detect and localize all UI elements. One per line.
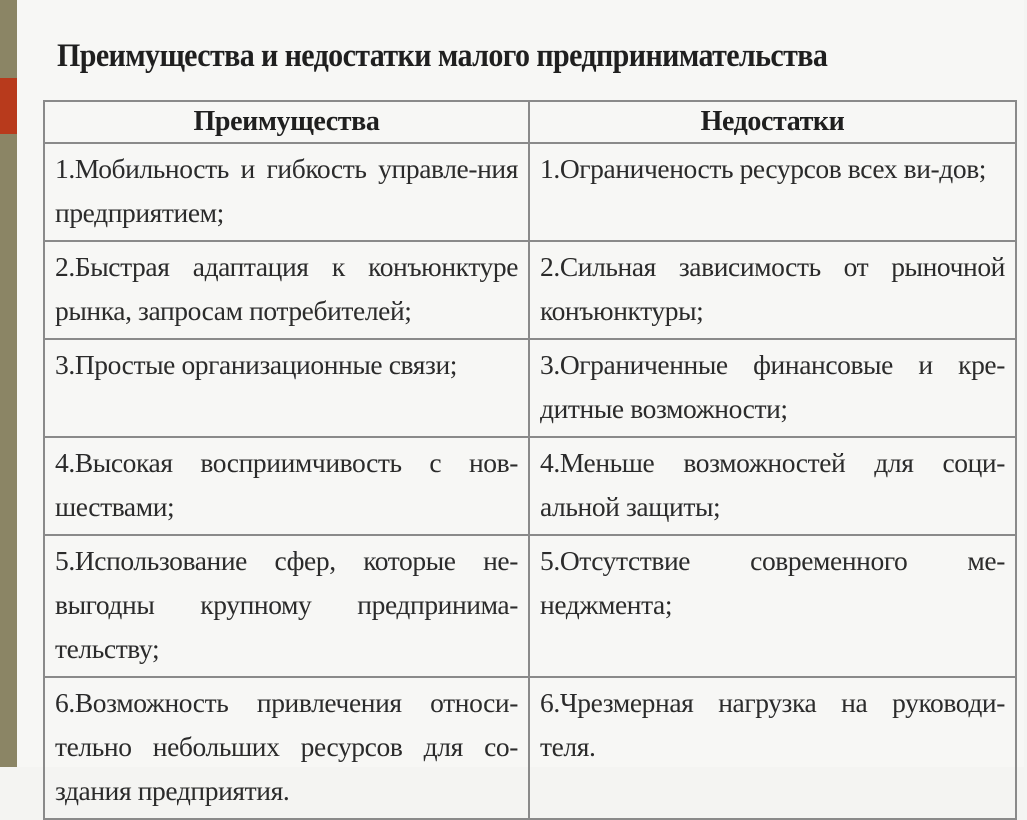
header-disadvantages: Недостатки: [529, 101, 1016, 143]
table-row: [44, 535, 1016, 677]
disadvantage-cell: 2.Сильная зависимость от рыночной конъюнктуры;: [529, 241, 1016, 339]
disadvantage-cell: 4.Меньше возможностей для соци-альной защиты;: [529, 437, 1016, 535]
header-advantages: Преимущества: [44, 101, 529, 143]
advantage-cell: 5.Использование сфер, которые не-выгодны крупному предпринима-тельству;: [44, 535, 529, 677]
disadvantage-cell: 3.Ограниченные финансовые и кре-дитные возможности;: [529, 339, 1016, 437]
table-row: [44, 241, 1016, 339]
table-row: [44, 437, 1016, 535]
table-header-row: [44, 101, 1016, 143]
disadvantage-cell: 5.Отсутствие современного ме-неджмента;: [529, 535, 1016, 677]
advantage-cell: 4.Высокая восприимчивость с нов-шествами;: [44, 437, 529, 535]
slide-title: Преимущества и недостатки малого предпринимательства: [57, 38, 828, 74]
disadvantage-cell: 6.Чрезмерная нагрузка на руководи-теля.: [529, 677, 1016, 819]
table-row: [44, 339, 1016, 437]
advantage-cell: 2.Быстрая адаптация к конъюнктуре рынка, запросам потребителей;: [44, 241, 529, 339]
advantage-cell: 1.Мобильность и гибкость управле-ния предприятием;: [44, 143, 529, 241]
table-row: [44, 677, 1016, 819]
disadvantage-cell: 1.Ограниченость ресурсов всех ви-дов;: [529, 143, 1016, 241]
advantage-cell: 3.Простые организационные связи;: [44, 339, 529, 437]
slide-side-accent: [0, 78, 17, 134]
advantage-cell: 6.Возможность привлечения относи-тельно небольших ресурсов для со-здания предприятия.: [44, 677, 529, 819]
comparison-table: [43, 100, 1017, 820]
slide: [17, 0, 1024, 806]
table-row: [44, 143, 1016, 241]
